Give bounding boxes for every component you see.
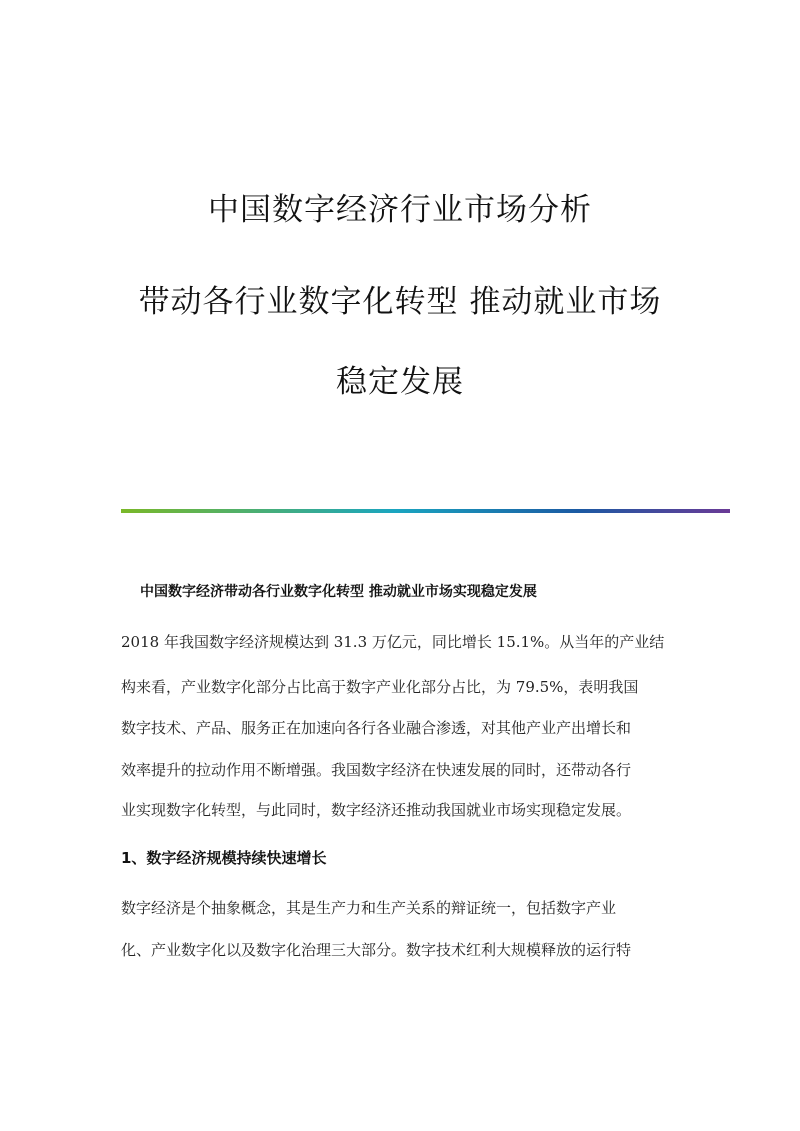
- section-1-line-2: 化、产业数字化以及数字化治理三大部分。数字技术红利大规模释放的运行特: [121, 941, 632, 959]
- title-line-3: 稳定发展: [336, 364, 464, 400]
- intro-line-5: 业实现数字化转型，与此同时，数字经济还推动我国就业市场实现稳定发展。: [121, 801, 632, 819]
- intro-line-4: 效率提升的拉动作用不断增强。我国数字经济在快速发展的同时，还带动各行: [121, 761, 632, 779]
- subheading: 中国数字经济带动各行业数字化转型 推动就业市场实现稳定发展: [140, 584, 537, 600]
- title-line-2: 带动各行业数字化转型 推动就业市场: [138, 284, 662, 320]
- section-1-heading: 1、数字经济规模持续快速增长: [121, 849, 327, 867]
- title-line-1: 中国数字经济行业市场分析: [208, 192, 592, 228]
- intro-line-3: 数字技术、产品、服务正在加速向各行各业融合渗透，对其他产业产出增长和: [121, 719, 632, 737]
- gradient-divider: [121, 509, 730, 513]
- intro-line-2: 构来看，产业数字化部分占比高于数字产业化部分占比，为 79.5%，表明我国: [121, 678, 639, 696]
- section-1-line-1: 数字经济是个抽象概念，其是生产力和生产关系的辩证统一，包括数字产业: [121, 899, 617, 917]
- intro-line-1: 2018 年我国数字经济规模达到 31.3 万亿元，同比增长 15.1%。从当年的产业结: [121, 633, 665, 651]
